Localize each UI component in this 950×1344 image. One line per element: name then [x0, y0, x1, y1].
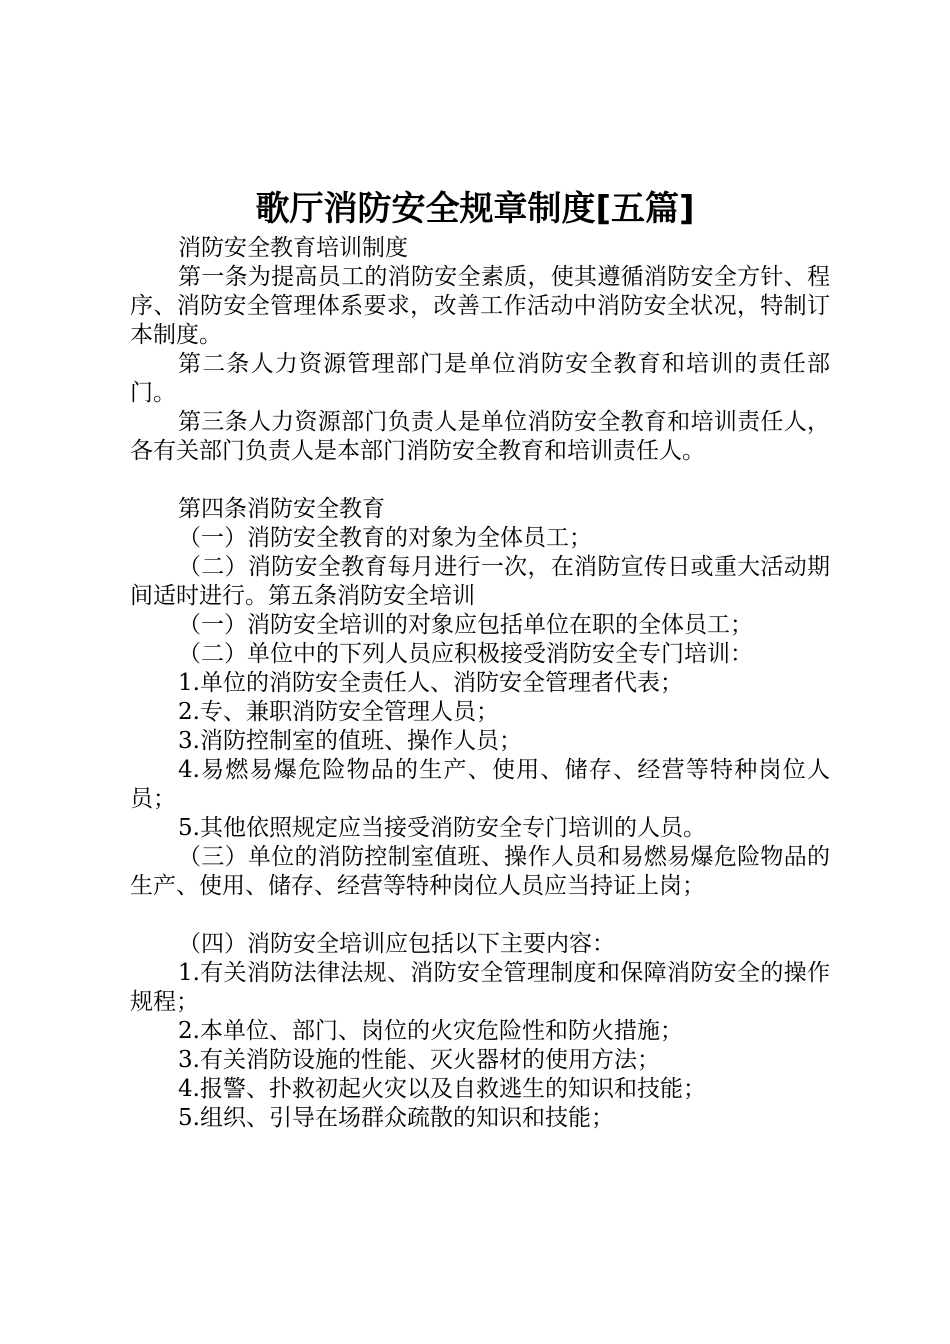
- section-heading-training-system: 消防安全教育培训制度: [178, 235, 408, 261]
- list-item: 2.本单位、部门、岗位的火灾危险性和防火措施；: [178, 1018, 683, 1044]
- list-item: 5.其他依照规定应当接受消防安全专门培训的人员。: [178, 815, 706, 841]
- article-5-item-1: （一）消防安全培训的对象应包括单位在职的全体员工；: [178, 612, 753, 638]
- article-5-item-4: （四）消防安全培训应包括以下主要内容：: [178, 931, 615, 957]
- article-5-item-2: （二）单位中的下列人员应积极接受消防安全专门培训：: [178, 641, 753, 667]
- list-item: 1.单位的消防安全责任人、消防安全管理者代表；: [178, 670, 683, 696]
- list-item: 1.有关消防法律法规、消防安全管理制度和保障消防安全的操作规程；: [130, 960, 830, 1015]
- list-item: 2.专、兼职消防安全管理人员；: [178, 699, 499, 725]
- article-5-item-3: （三）单位的消防控制室值班、操作人员和易燃易爆危险物品的生产、使用、储存、经营等特种岗位人员应当持证上岗；: [130, 844, 830, 899]
- paragraph-gap: [130, 466, 830, 495]
- list-item: 5.组织、引导在场群众疏散的知识和技能；: [178, 1105, 614, 1131]
- list-item: 3.有关消防设施的性能、灭火器材的使用方法；: [178, 1047, 660, 1073]
- list-item: 4.报警、扑救初起火灾以及自救逃生的知识和技能；: [178, 1076, 706, 1102]
- article-4-item-2: （二）消防安全教育每月进行一次，在消防宣传日或重大活动期间适时进行。第五条消防安全培训: [130, 554, 830, 609]
- article-4-heading: 第四条消防安全教育: [178, 496, 385, 522]
- article-3: 第三条人力资源部门负责人是单位消防安全教育和培训责任人，各有关部门负责人是本部门消防安全教育和培训责任人。: [130, 409, 830, 464]
- article-1: 第一条为提高员工的消防安全素质，使其遵循消防安全方针、程序、消防安全管理体系要求，改善工作活动中消防安全状况，特制订本制度。: [130, 264, 830, 348]
- list-item: 4.易燃易爆危险物品的生产、使用、储存、经营等特种岗位人员；: [130, 757, 830, 812]
- document-body: [130, 234, 830, 1133]
- list-item: 3.消防控制室的值班、操作人员；: [178, 728, 522, 754]
- paragraph-gap: [130, 901, 830, 930]
- document-title: 歌厅消防安全规章制度[五篇]: [255, 189, 695, 229]
- article-2: 第二条人力资源管理部门是单位消防安全教育和培训的责任部门。: [130, 351, 830, 406]
- article-4-item-1: （一）消防安全教育的对象为全体员工；: [178, 525, 592, 551]
